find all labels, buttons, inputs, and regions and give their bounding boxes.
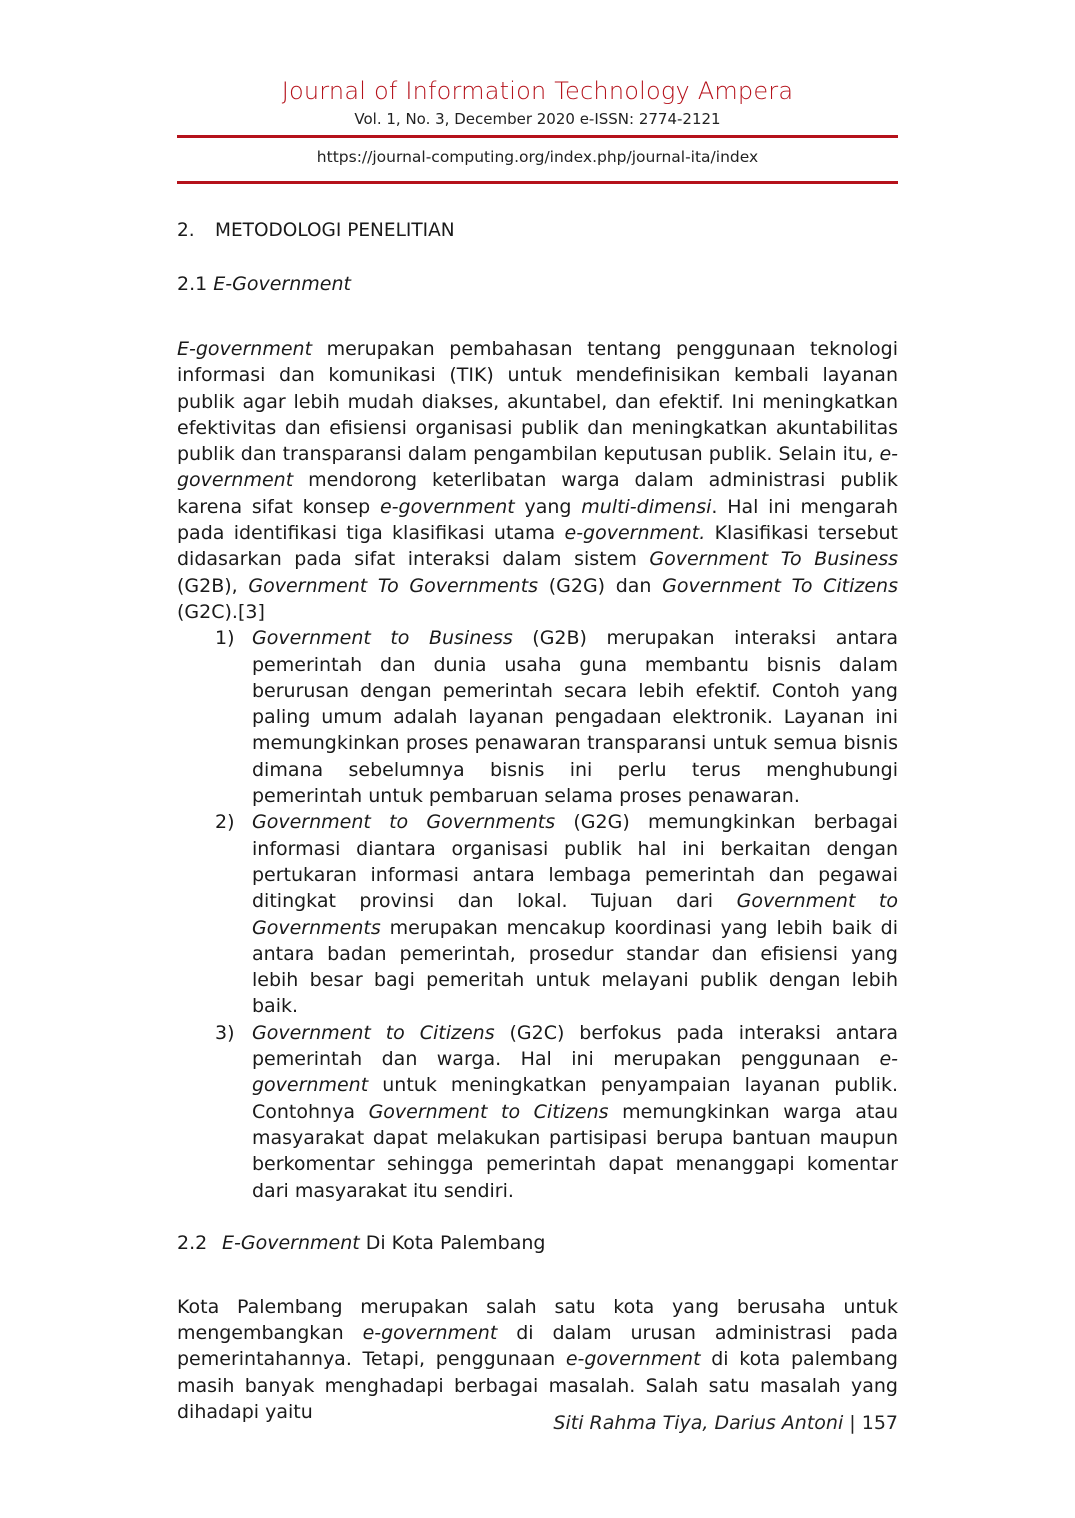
term-italic: Government To Governments xyxy=(248,574,539,597)
term-italic: Government to Business xyxy=(252,627,513,650)
palembang-paragraph xyxy=(177,1294,898,1425)
list-item-text: (G2C) berfokus pada interaksi antara pemerintah dan warga. Hal ini merupakan penggunaan xyxy=(252,1021,898,1071)
paragraph-text: yang xyxy=(514,495,582,518)
term-italic: Government to Citizens xyxy=(252,1021,495,1044)
list-item-text: untuk meningkatkan penyampaian layanan publik. Contohnya xyxy=(252,1074,898,1123)
section-number: 2. xyxy=(177,220,195,241)
term-italic: e-government xyxy=(177,443,898,492)
list-item-text: (G2B) merupakan interaksi antara pemerintah dan dunia usaha guna membantu bisnis dalam berurusan dengan pemerintah secara lebih efektif. Contoh yang paling umum adalah layanan pengadaan elektronik. Layanan ini memungkinkan proses penawaran transparansi untuk semua bisnis dimana sebelumnya bisnis ini perlu terus menghubungi pemerintah untuk pembaruan selama proses penawaran. xyxy=(252,627,898,808)
term-italic: e-government. xyxy=(564,522,706,545)
term-italic: Government to Citizens xyxy=(368,1100,609,1123)
list-marker: 3) xyxy=(215,1021,235,1044)
list-item-text: (G2G) memungkinkan berbagai informasi diantara organisasi publik hal ini berkaitan dengan pertukaran informasi antara lembaga pemerintah dan pegawai ditingkat provinsi dan lokal. Tujuan dari xyxy=(252,811,898,913)
paragraph-text: . Hal ini mengarah pada identifikasi tiga klasifikasi utama xyxy=(177,495,898,545)
volume-issn-line: Vol. 1, No. 3, December 2020 e-ISSN: 2774-2121 xyxy=(354,110,721,128)
section-title: METODOLOGI PENELITIAN xyxy=(215,220,455,241)
list-item-g2b xyxy=(177,625,898,809)
page-content xyxy=(177,218,898,1425)
journal-header xyxy=(177,76,898,130)
list-marker: 1) xyxy=(215,627,235,650)
subsection-number: 2.2 xyxy=(177,1231,208,1254)
header-rule-top xyxy=(177,135,898,138)
page-footer xyxy=(553,1412,898,1434)
list-item-text: merupakan mencakup koordinasi yang lebih baik di antara badan pemerintah, prosedur standar dan efisiensi yang lebih besar bagi pemeritah untuk melayani publik dengan lebih baik. xyxy=(252,916,898,1018)
paragraph-text: Klasifikasi tersebut didasarkan pada sifat interaksi dalam sistem xyxy=(177,522,899,571)
term-italic: multi-dimensi xyxy=(581,495,712,518)
list-item-text: memungkinkan warga atau masyarakat dapat melakukan partisipasi berupa bantuan maupun berkomentar sehingga pemerintah dapat menanggapi komentar dari masyarakat itu sendiri. xyxy=(252,1100,898,1202)
subsection-title: Di Kota Palembang xyxy=(359,1231,546,1254)
list-marker: 2) xyxy=(215,811,235,834)
paragraph-text: (G2C).[3] xyxy=(177,600,265,623)
term-italic: Government to Governments xyxy=(252,890,898,939)
journal-title: Journal of Information Technology Ampera xyxy=(281,77,794,105)
list-item-g2g xyxy=(177,809,898,1019)
paragraph-text: (G2G) dan xyxy=(538,574,663,597)
subsection-title-italic: E-Government xyxy=(222,1231,360,1254)
intro-paragraph xyxy=(177,336,898,625)
term-italic: e-government xyxy=(252,1048,898,1097)
paragraph-text: di kota palembang masih banyak menghadapi berbagai masalah. Salah satu masalah yang dihadapi yaitu xyxy=(177,1348,898,1423)
paragraph-text: mendorong keterlibatan warga dalam administrasi publik karena sifat konsep xyxy=(177,469,898,518)
paragraph-text: Kota Palembang merupakan salah satu kota yang berusaha untuk mengembangkan xyxy=(177,1295,898,1345)
paragraph-text: (G2B), xyxy=(177,574,249,597)
footer-separator: | xyxy=(843,1412,862,1434)
term-italic: e-government xyxy=(379,495,515,518)
classification-list xyxy=(177,625,898,1204)
list-item-g2c xyxy=(177,1020,898,1204)
subsection-heading-2-1 xyxy=(177,271,898,297)
page-number: 157 xyxy=(861,1412,898,1434)
subsection-number: 2.1 xyxy=(177,273,208,295)
term-italic: Government To Citizens xyxy=(662,574,898,597)
term-italic: Government To Business xyxy=(649,548,898,571)
footer-authors: Siti Rahma Tiya, Darius Antoni xyxy=(553,1412,844,1434)
term-italic: e-government xyxy=(565,1348,701,1371)
term-italic: Government to Governments xyxy=(252,811,556,834)
journal-url: https://journal-computing.org/index.php/journal-ita/index xyxy=(316,148,759,166)
subsection-heading-2-2 xyxy=(177,1230,898,1256)
header-rule-bottom xyxy=(177,181,898,184)
term-italic: E-government xyxy=(177,338,313,360)
subsection-title: E-Government xyxy=(213,273,351,295)
section-heading xyxy=(177,218,898,244)
paragraph-text: merupakan pembahasan tentang penggunaan teknologi informasi dan komunikasi (TIK) untuk mendefinisikan kembali layanan publik agar lebih mudah diakses, akuntabel, dan efektif. Ini meningkatkan efektivitas dan efisiensi organisasi publik dan meningkatkan akuntabilitas publik dan transparansi dalam pengambilan keputusan publik. Selain itu, xyxy=(177,338,898,466)
term-italic: e-government xyxy=(362,1322,498,1345)
paragraph-text: di dalam urusan administrasi pada pemerintahannya. Tetapi, penggunaan xyxy=(177,1322,898,1371)
